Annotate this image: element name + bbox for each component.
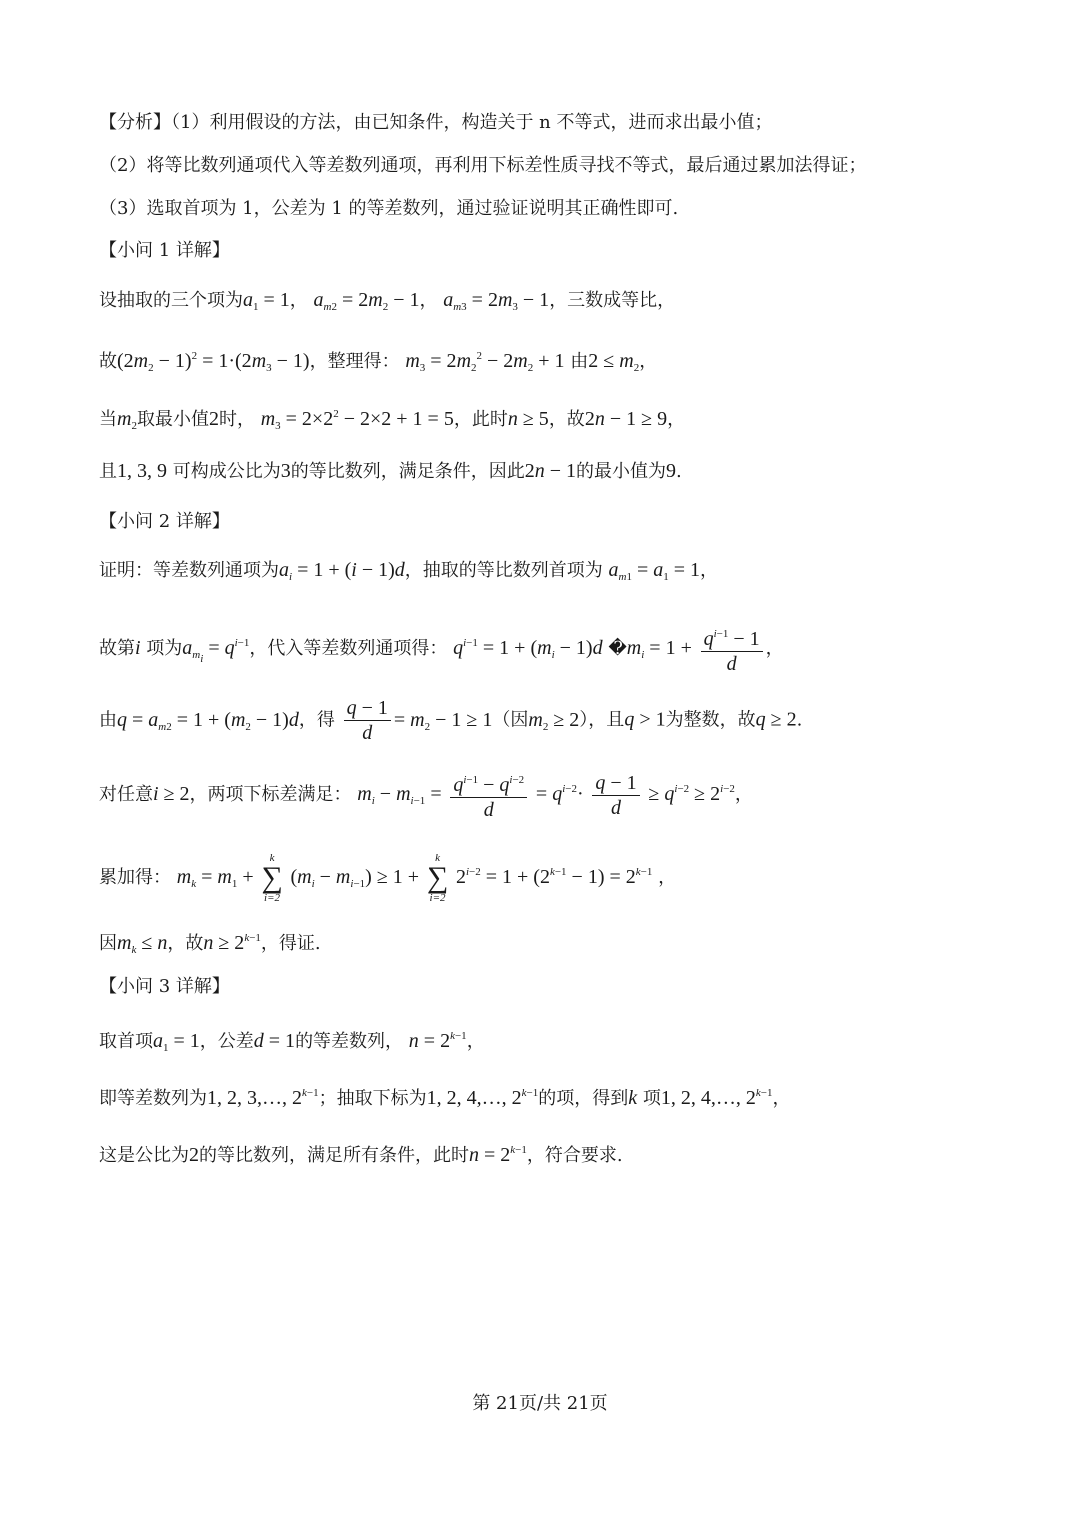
- q2-line-1: 证明：等差数列通项为$a_i = 1 + (i - 1)d$，抽取的等比数列首项为 $a_{m1} = a_1 = 1$，: [99, 559, 719, 583]
- q2-line-2: 故第i 项为$a_{m_i} = q^{i-1}$，代入等差数列通项得： $q^{i-1} = 1 + (m_i - 1)d$ $�m_i = 1$ + $\frac{q^{i-1} - 1}{d}$ ，: [99, 622, 1040, 676]
- page-footer: 第 21页/共 21页: [472, 1393, 608, 1414]
- analysis-line-2: （2）将等比数列通项代入等差数列通项，再利用下标差性质寻找不等式，最后通过累加法得证；: [99, 155, 867, 176]
- q1-line-4: 且1, 3, 9 可构成公比为3的等比数列，满足条件，因此2n − 1的最小值为9.: [99, 460, 682, 482]
- q3-line-3: 这是公比为2的等比数列，满足所有条件，此时$n = 2^{k-1}$，符合要求.: [99, 1144, 623, 1166]
- q1-heading: 【小问 1 详解】: [99, 240, 230, 261]
- q2-heading: 【小问 2 详解】: [99, 511, 230, 532]
- q2-line-6: 因$m_k \le n$，故$n \ge 2^{k-1}$，得证.: [99, 932, 321, 956]
- q3-heading: 【小问 3 详解】: [99, 976, 230, 997]
- q3-line-1: 取首项$a_1 = 1$，公差d = 1的等差数列， $n = 2^{k-1}$，: [99, 1030, 485, 1054]
- q1-line-2: 故$(2m_2 - 1)^2 = 1\cdot(2m_3 - 1)$，整理得： $m_3 = 2m_2^2 - 2m_2 + 1$ 由$2 \le m_2$，: [99, 350, 658, 374]
- q2-line-3: 由$q = a_{m2} = 1 + (m_2 - 1)d$，得 $\frac{q - 1}{d}$ = $m_2 - 1 \ge 1$（因$m_2 \ge 2$），且q > 1为整数，故q ≥ 2.: [99, 697, 803, 744]
- q1-line-1: 设抽取的三个项为$a_1 = 1$， $a_{m2} = 2m_2 - 1$， $a_{m3} = 2m_3 - 1$，三数成等比，: [99, 289, 676, 313]
- q3-line-2: 即等差数列为1, 2, 3,…, $2^{k-1}$；抽取下标为1, 2, 4,…, $2^{k-1}$的项，得到k 项1, 2, 4,…, $2^{k-1}$，: [99, 1087, 791, 1109]
- analysis-line-3: （3）选取首项为 1，公差为 1 的等差数列，通过验证说明其正确性即可.: [99, 198, 679, 219]
- q2-line-4: 对任意i ≥ 2，两项下标差满足： $m_i - m_{i-1}$ = $\frac{q^{i-1} - q^{i-2}}{d}$ = $q^{i-2}\cdot$ $\frac{q - 1}{d}$ ≥ $q^{i-2} \ge 2^{i-2}$，: [99, 768, 1040, 822]
- q1-line-3: 当$m_2$取最小值2时， $m_3 = 2\times 2^2 - 2\times 2 + 1 = 5$，此时n ≥ 5，故2n − 1 ≥ 9，: [99, 408, 686, 432]
- analysis-line-1: 【分析】（1）利用假设的方法，由已知条件，构造关于 n 不等式，进而求出最小值；: [99, 112, 773, 133]
- q2-line-5: 累加得： $m_k = m_1$ + k ∑ i=2 $(m_i - m_{i-1}) \ge 1$ + k ∑ i=2 $2^{i-2} = 1 + (2^{k-1} - 1) = 2^{k-1}$ ，: [99, 852, 677, 904]
